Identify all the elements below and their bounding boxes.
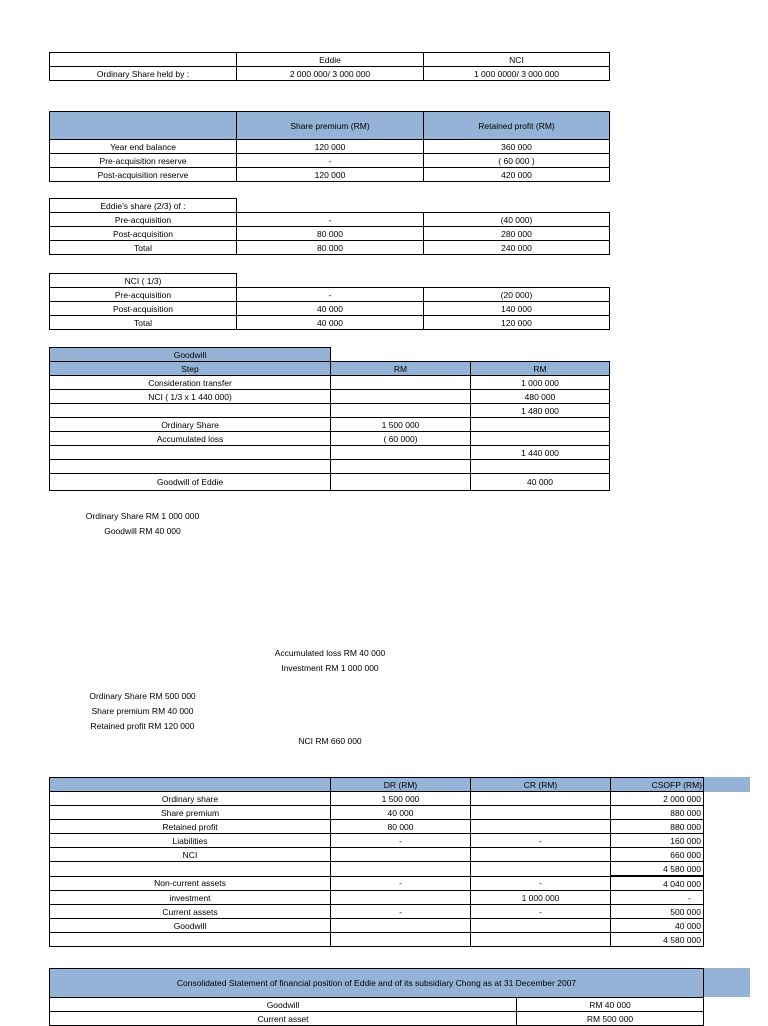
csofp-cell-cr: - [471, 905, 611, 919]
nci-share-cell-value: 40 000 [237, 302, 424, 316]
csofp-cell-total: 160 000 [611, 834, 704, 848]
goodwill-header-rm: RM [471, 362, 610, 376]
reserves-cell-label: Post-acquisition reserve [50, 168, 237, 182]
csofp-cell-dr [331, 862, 471, 877]
goodwill-cell-value: 1 440 000 [471, 446, 610, 460]
goodwill-cell-value [331, 460, 471, 474]
shareholding-eddie-value: 2 000 000/ 3 000 000 [237, 67, 424, 81]
goodwill-row [50, 446, 610, 460]
goodwill-cell-value: 40 000 [471, 474, 610, 491]
goodwill-table [49, 347, 610, 491]
reserves-cell-label: Year end balance [50, 140, 237, 154]
goodwill-row [50, 460, 610, 474]
nci-share-row [50, 288, 610, 302]
csofp-cell-cr [471, 919, 611, 933]
csofp-cell-total: - [611, 891, 704, 905]
goodwill-row [50, 390, 610, 404]
csofp-cell-cr: - [471, 876, 611, 891]
nci-share-table [49, 273, 610, 330]
goodwill-cell-value [471, 432, 610, 446]
csofp-cell-label [50, 933, 331, 947]
blank-cell [424, 199, 610, 213]
csofp-row [50, 806, 704, 820]
csofp-cell-dr: 1 500 000 [331, 792, 471, 806]
goodwill-cell-value [331, 390, 471, 404]
reserves-cell-value: ( 60 000 ) [424, 154, 610, 168]
reserves-header-retained-profit: Retained profit (RM) [424, 112, 610, 140]
goodwill-notes [60, 509, 225, 539]
shareholding-label: Ordinary Share held by : [50, 67, 237, 81]
shareholding-row [50, 67, 610, 81]
csofp-cell-label: investment [50, 891, 331, 905]
goodwill-header-rm: RM [331, 362, 471, 376]
csofp-cell-dr: - [331, 834, 471, 848]
nci-share-cell-value: 120 000 [424, 316, 610, 330]
goodwill-cell-value: 1 500 000 [331, 418, 471, 432]
note-line: Investment RM 1 000 000 [281, 663, 379, 673]
csofp-cell-dr [331, 891, 471, 905]
blank-cell [471, 348, 610, 362]
nci-share-row [50, 316, 610, 330]
consolidated-statement-table [49, 968, 704, 1026]
csofp-cell-total: 4 580 000 [611, 862, 704, 877]
csofp-cell-total: 500 000 [611, 905, 704, 919]
csofp-cell-dr: 40 000 [331, 806, 471, 820]
csofp-worksheet-table [49, 777, 704, 947]
title-fill-extension [703, 968, 750, 997]
goodwill-row [50, 376, 610, 390]
nci-notes [60, 689, 225, 734]
csofp-row [50, 919, 704, 933]
csofp-cell-total: 2 000 000 [611, 792, 704, 806]
eddie-share-title: Eddie's share (2/3) of : [50, 199, 237, 213]
goodwill-cell-label: Goodwill of Eddie [50, 474, 331, 491]
eddie-share-cell-label: Post-acquisition [50, 227, 237, 241]
nci-share-cell-value: (20 000) [424, 288, 610, 302]
csofp-header-dr: DR (RM) [331, 778, 471, 792]
reserves-cell-label: Pre-acquisition reserve [50, 154, 237, 168]
csofp-cell-label: Retained profit [50, 820, 331, 834]
eddie-share-cell-label: Pre-acquisition [50, 213, 237, 227]
blank-cell [331, 348, 471, 362]
header-fill-extension [703, 777, 750, 792]
reserves-header-share-premium: Share premium (RM) [237, 112, 424, 140]
goodwill-cell-value [331, 474, 471, 491]
blank-cell [424, 274, 610, 288]
reserves-table [49, 111, 610, 182]
csofp-cell-total: 880 000 [611, 806, 704, 820]
csofp-cell-dr: - [331, 905, 471, 919]
csofp-cell-dr [331, 933, 471, 947]
reserves-row [50, 154, 610, 168]
goodwill-row [50, 432, 610, 446]
csofp-cell-label: Share premium [50, 806, 331, 820]
consolidated-row [50, 1012, 704, 1026]
goodwill-cell-value: ( 60 000) [331, 432, 471, 446]
goodwill-cell-value: 1 480 000 [471, 404, 610, 418]
csofp-header-blank [50, 778, 331, 792]
nci-share-title-row [50, 274, 610, 288]
goodwill-cell-value [331, 376, 471, 390]
csofp-cell-cr: - [471, 834, 611, 848]
reserves-cell-value: 420 000 [424, 168, 610, 182]
csofp-cell-label [50, 862, 331, 877]
csofp-cell-dr [331, 848, 471, 862]
blank-cell [237, 274, 424, 288]
eddie-share-title-row [50, 199, 610, 213]
note-line: NCI RM 660 000 [298, 736, 362, 746]
csofp-header-row [50, 778, 704, 792]
goodwill-cell-value [471, 418, 610, 432]
consolidated-cell-label: Current asset [50, 1012, 517, 1026]
reserves-row [50, 168, 610, 182]
csofp-row [50, 862, 704, 877]
csofp-cell-total: 660 000 [611, 848, 704, 862]
goodwill-cell-label [50, 404, 331, 418]
consolidated-cell-value: RM 40 000 [517, 998, 704, 1012]
shareholding-header-blank [50, 53, 237, 67]
nci-share-cell-value: - [237, 288, 424, 302]
csofp-row [50, 891, 704, 905]
nci-share-cell-value: 40 000 [237, 316, 424, 330]
shareholding-table [49, 52, 610, 81]
goodwill-header-row [50, 362, 610, 376]
eddie-share-cell-value: 280 000 [424, 227, 610, 241]
accumulated-loss-notes [240, 646, 420, 676]
consolidated-cell-value: RM 500 000 [517, 1012, 704, 1026]
csofp-cell-label: NCI [50, 848, 331, 862]
reserves-row [50, 140, 610, 154]
goodwill-cell-label: NCI ( 1/3 x 1 440 000) [50, 390, 331, 404]
eddie-share-cell-value: (40 000) [424, 213, 610, 227]
goodwill-cell-value: 480 000 [471, 390, 610, 404]
csofp-cell-label: Ordinary share [50, 792, 331, 806]
shareholding-nci-value: 1 000 0000/ 3 000 000 [424, 67, 610, 81]
goodwill-title: Goodwill [50, 348, 331, 362]
shareholding-header-nci: NCI [424, 53, 610, 67]
reserves-cell-value: 120 000 [237, 140, 424, 154]
csofp-cell-total: 4 040 000 [611, 876, 704, 891]
csofp-cell-label: Non-current assets [50, 876, 331, 891]
nci-share-cell-label: Total [50, 316, 237, 330]
nci-share-row [50, 302, 610, 316]
consolidated-row [50, 998, 704, 1012]
csofp-row [50, 876, 704, 891]
csofp-cell-cr [471, 848, 611, 862]
nci-share-cell-label: Post-acquisition [50, 302, 237, 316]
eddie-share-cell-value: 80 000 [237, 227, 424, 241]
csofp-row [50, 848, 704, 862]
consolidated-title: Consolidated Statement of financial position of Eddie and of its subsidiary Chong as at 31 December 2007 [50, 969, 704, 998]
eddie-share-row [50, 213, 610, 227]
goodwill-cell-value [331, 446, 471, 460]
reserves-cell-value: 360 000 [424, 140, 610, 154]
goodwill-cell-label: Accumulated loss [50, 432, 331, 446]
csofp-cell-dr: - [331, 876, 471, 891]
reserves-header-blank [50, 112, 237, 140]
goodwill-row [50, 474, 610, 491]
goodwill-cell-label [50, 460, 331, 474]
note-line: Ordinary Share RM 500 000 [89, 691, 196, 701]
nci-share-cell-label: Pre-acquisition [50, 288, 237, 302]
goodwill-cell-label: Consideration transfer [50, 376, 331, 390]
goodwill-row [50, 404, 610, 418]
eddie-share-cell-value: 80 000 [237, 241, 424, 255]
eddie-share-row [50, 227, 610, 241]
blank-cell [237, 199, 424, 213]
csofp-cell-cr [471, 820, 611, 834]
csofp-cell-label: Liabilities [50, 834, 331, 848]
csofp-cell-cr [471, 792, 611, 806]
csofp-cell-total: 880 000 [611, 820, 704, 834]
goodwill-cell-label: Ordinary Share [50, 418, 331, 432]
csofp-cell-cr [471, 806, 611, 820]
nci-total-note [270, 734, 390, 749]
csofp-cell-label: Goodwill [50, 919, 331, 933]
csofp-cell-dr: 80 000 [331, 820, 471, 834]
reserves-cell-value: 120 000 [237, 168, 424, 182]
goodwill-header-step: Step [50, 362, 331, 376]
csofp-row [50, 933, 704, 947]
csofp-cell-total: 40 000 [611, 919, 704, 933]
eddie-share-table [49, 198, 610, 255]
note-line: Ordinary Share RM 1 000 000 [85, 511, 200, 521]
csofp-header-csofp: CSOFP (RM) [611, 778, 704, 792]
reserves-header-row [50, 112, 610, 140]
consolidated-cell-label: Goodwill [50, 998, 517, 1012]
csofp-header-cr: CR (RM) [471, 778, 611, 792]
eddie-share-cell-value: 240 000 [424, 241, 610, 255]
goodwill-title-row [50, 348, 610, 362]
csofp-cell-cr [471, 862, 611, 877]
note-line: Accumulated loss RM 40 000 [274, 648, 386, 658]
goodwill-cell-value [471, 460, 610, 474]
consolidated-title-row [50, 969, 704, 998]
note-line: Retained profit RM 120 000 [90, 721, 195, 731]
csofp-row [50, 834, 704, 848]
goodwill-row [50, 418, 610, 432]
note-line: Share premium RM 40 000 [91, 706, 194, 716]
eddie-share-cell-value: - [237, 213, 424, 227]
shareholding-header-eddie: Eddie [237, 53, 424, 67]
csofp-cell-dr [331, 919, 471, 933]
csofp-cell-cr [471, 933, 611, 947]
shareholding-header-row [50, 53, 610, 67]
csofp-row [50, 820, 704, 834]
eddie-share-cell-label: Total [50, 241, 237, 255]
csofp-cell-cr: 1 000 000 [471, 891, 611, 905]
csofp-row [50, 905, 704, 919]
csofp-row [50, 792, 704, 806]
goodwill-cell-value [331, 404, 471, 418]
reserves-cell-value: - [237, 154, 424, 168]
csofp-cell-label: Current assets [50, 905, 331, 919]
nci-share-title: NCI ( 1/3) [50, 274, 237, 288]
eddie-share-row [50, 241, 610, 255]
csofp-cell-total: 4 580 000 [611, 933, 704, 947]
goodwill-cell-value: 1 000 000 [471, 376, 610, 390]
note-line: Goodwill RM 40 000 [104, 526, 181, 536]
goodwill-cell-label [50, 446, 331, 460]
nci-share-cell-value: 140 000 [424, 302, 610, 316]
